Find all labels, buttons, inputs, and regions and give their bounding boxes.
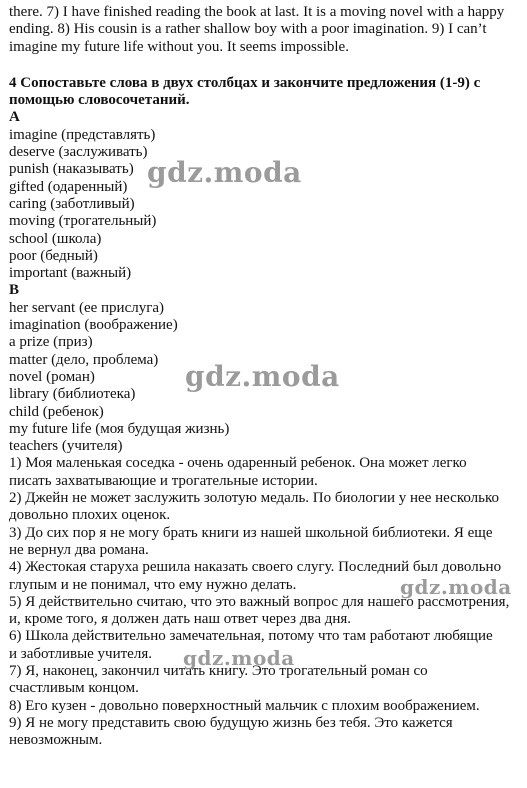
answer-line: 2) Джейн не может заслужить золотую медаль. По биологии у нее несколько — [9, 490, 500, 507]
answer-line: и заботливые учителя. — [9, 645, 152, 662]
column-b-item: novel (роман) — [9, 368, 95, 385]
text-line: there. 7) I have finished reading the book at last. It is a moving novel with a happy — [9, 4, 505, 20]
answers — [9, 455, 521, 749]
answer-line: довольно плохих оценок. — [9, 507, 171, 524]
answer-line: и, кроме того, я должен дать наш ответ через два дня. — [9, 611, 352, 628]
task-title-line: 4 Сопоставьте слова в двух столбцах и закончите предложения (1-9) с — [9, 74, 481, 91]
column-b-item: teachers (учителя) — [9, 438, 123, 455]
column-a-item: punish (наказывать) — [9, 161, 134, 178]
watermark: gdz.moda — [185, 360, 340, 393]
intro-paragraph — [9, 4, 521, 56]
column-a-list — [9, 127, 521, 283]
answer-line: не вернул два романа. — [9, 541, 149, 558]
answer-line: 9) Я не могу представить свою будущую жизнь без тебя. Это кажется — [9, 714, 453, 731]
answer-line: 6) Школа действительно замечательная, потому что там работают любящие — [9, 628, 493, 645]
answer-line: 4) Жестокая старуха решила наказать своего слугу. Последний был довольно — [9, 559, 502, 576]
column-b-item: matter (дело, проблема) — [9, 351, 159, 368]
column-b-item: a prize (приз) — [9, 334, 93, 351]
answer-line: 7) Я, наконец, закончил читать книгу. Это трогательный роман со — [9, 662, 428, 679]
column-a-item: deserve (заслуживать) — [9, 144, 148, 161]
column-b-item: child (ребенок) — [9, 403, 104, 420]
text-line: ending. 8) His cousin is a rather shallow boy with a poor imagination. 9) I can’t — [9, 21, 487, 38]
column-a-item: gifted (одаренный) — [9, 178, 128, 195]
answer-line: 1) Моя маленькая соседка - очень одаренный ребенок. Она может легко — [9, 455, 467, 472]
column-a-item: moving (трогательный) — [9, 213, 157, 230]
column-a-item: school (школа) — [9, 230, 102, 247]
answer-line: 8) Его кузен - довольно поверхностный мальчик с плохим воображением. — [9, 697, 480, 714]
column-a-label: A — [9, 109, 20, 126]
column-b-item: her servant (ее прислуга) — [9, 299, 165, 316]
answer-line: счастливым концом. — [9, 680, 139, 697]
column-b-label: B — [9, 282, 20, 299]
answer-line: глупым и не понимал, что ему нужно делать. — [9, 576, 297, 593]
column-a-item: important (важный) — [9, 265, 132, 282]
column-b-item: my future life (моя будущая жизнь) — [9, 420, 230, 437]
watermark: gdz.moda — [147, 156, 302, 189]
answer-line: 5) Я действительно считаю, что это важный вопрос для нашего рассмотрения, — [9, 593, 510, 610]
task-title-line: помощью словосочетаний. — [9, 92, 190, 109]
watermark: gdz.moda — [400, 575, 512, 599]
answer-line: писать захватывающие и трогательные истории. — [9, 472, 318, 489]
text-line: imagine my future life without you. It seems impossible. — [9, 38, 349, 55]
task-title — [9, 75, 521, 110]
answer-line: невозможным. — [9, 732, 103, 749]
watermark: gdz.moda — [183, 646, 295, 670]
column-a-item: imagine (представлять) — [9, 126, 156, 143]
column-b-item: imagination (воображение) — [9, 317, 178, 334]
column-a-item: caring (заботливый) — [9, 195, 135, 212]
column-a-item: poor (бедный) — [9, 247, 98, 264]
answer-line: 3) До сих пор я не могу брать книги из нашей школьной библиотеки. Я еще — [9, 524, 493, 541]
column-b-item: library (библиотека) — [9, 386, 136, 403]
